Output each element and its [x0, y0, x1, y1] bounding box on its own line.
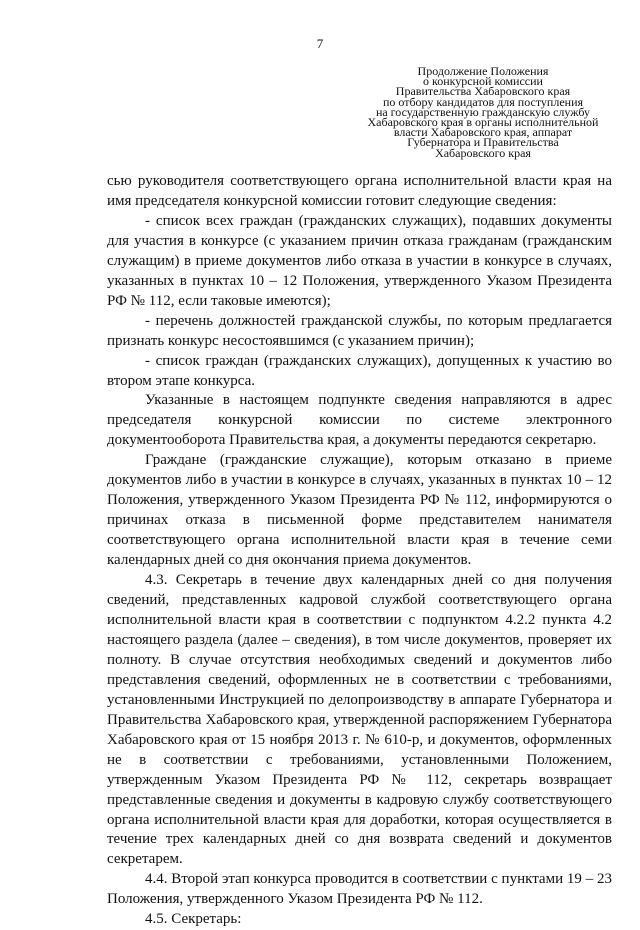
list-item-admitted: - список граждан (гражданских служащих), допущенных к участию во втором этапе конкурса. — [107, 352, 612, 389]
header-line: Хабаровского края — [435, 145, 531, 160]
header-line: о конкурсной комиссии — [423, 74, 543, 89]
list-item-applicants: - список всех граждан (гражданских служащих), подавших документы для участия в конкурсе (с указанием причин отказа гражданам (гражданским служащим) в приеме документов либо отказа в участии в конкурсе в случаях, указанных в пунктах 10 – 12 Положения, утвержденного Указом Президента РФ № 112, если таковые имеются); — [107, 212, 612, 309]
header-line: на государственную гражданскую службу — [375, 104, 591, 119]
list-item-positions: - перечень должностей гражданской службы, по которым предлагается признать конкурс несостоявшимся (с указанием причин); — [107, 312, 612, 349]
header-line: Продолжение Положения — [417, 64, 549, 78]
paragraph-continuation: сью руководителя соответствующего органа исполнительной власти края на имя председателя конкурсной комиссии готовит следующие сведения: — [107, 173, 612, 209]
document-body — [107, 172, 612, 930]
clause-4-4: 4.4. Второй этап конкурса проводится в соответствии с пунктами 19 – 23 Положения, утвержденного Указом Президента РФ № 112. — [107, 871, 612, 908]
header-line: по отбору кандидатов для поступления — [382, 94, 584, 109]
page-number: 7 — [316, 36, 324, 51]
header-line: Правительства Хабаровского края — [395, 84, 571, 99]
clause-4-5: 4.5. Секретарь: — [145, 911, 242, 928]
header-line: Губернатора и Правительства — [407, 135, 559, 150]
header-line: Хабаровского края в органы исполнительной — [367, 115, 599, 130]
document-header-continuation — [352, 66, 614, 158]
header-line: власти Хабаровского края, аппарат — [393, 125, 573, 140]
clause-4-3: 4.3. Секретарь в течение двух календарных дней со дня получения сведений, представленных кадровой службой соответствующего органа исполнительной власти края в соответствии с подпунктом 4.2.2 пункта 4.2 настоящего раздела (далее – сведения), в том числе документов, проверяет их полноту. В случае отсутствия необходимых сведений и документов либо представления сведений, оформленных не в соответствии с требованиями, установленными Инструкцией по делопроизводству в аппарате Губернатора и Правительства Хабаровского края, утвержденной распоряжением Губернатора Хабаровского края от 15 ноября 2013 г. № 610-р, и документов, оформленных не в соответствии с требованиями, установленными Положением, утвержденным Указом Президента РФ № 112, секретарь возвращает представленные сведения и документы в кадровую службу соответствующего органа исполнительной власти края для доработки, которая осуществляется в течение трех календарных дней со дня возврата сведений и документов секретарем. — [107, 572, 612, 868]
paragraph-submission: Указанные в настоящем подпункте сведения направляются в адрес председателя конкурсной комиссии по системе электронного документооборота Правительства края, а документы передаются секретарю. — [107, 392, 612, 449]
paragraph-refusal-notice: Граждане (гражданские служащие), которым отказано в приеме документов либо в участии в конкурсе в случаях, указанных в пунктах 10 – 12 Положения, утвержденного Указом Президента РФ № 112, информируются о причинах отказа в письменной форме представителем нанимателя соответствующего органа исполнительной власти края в течение семи календарных дней со дня окончания приема документов. — [107, 452, 612, 569]
